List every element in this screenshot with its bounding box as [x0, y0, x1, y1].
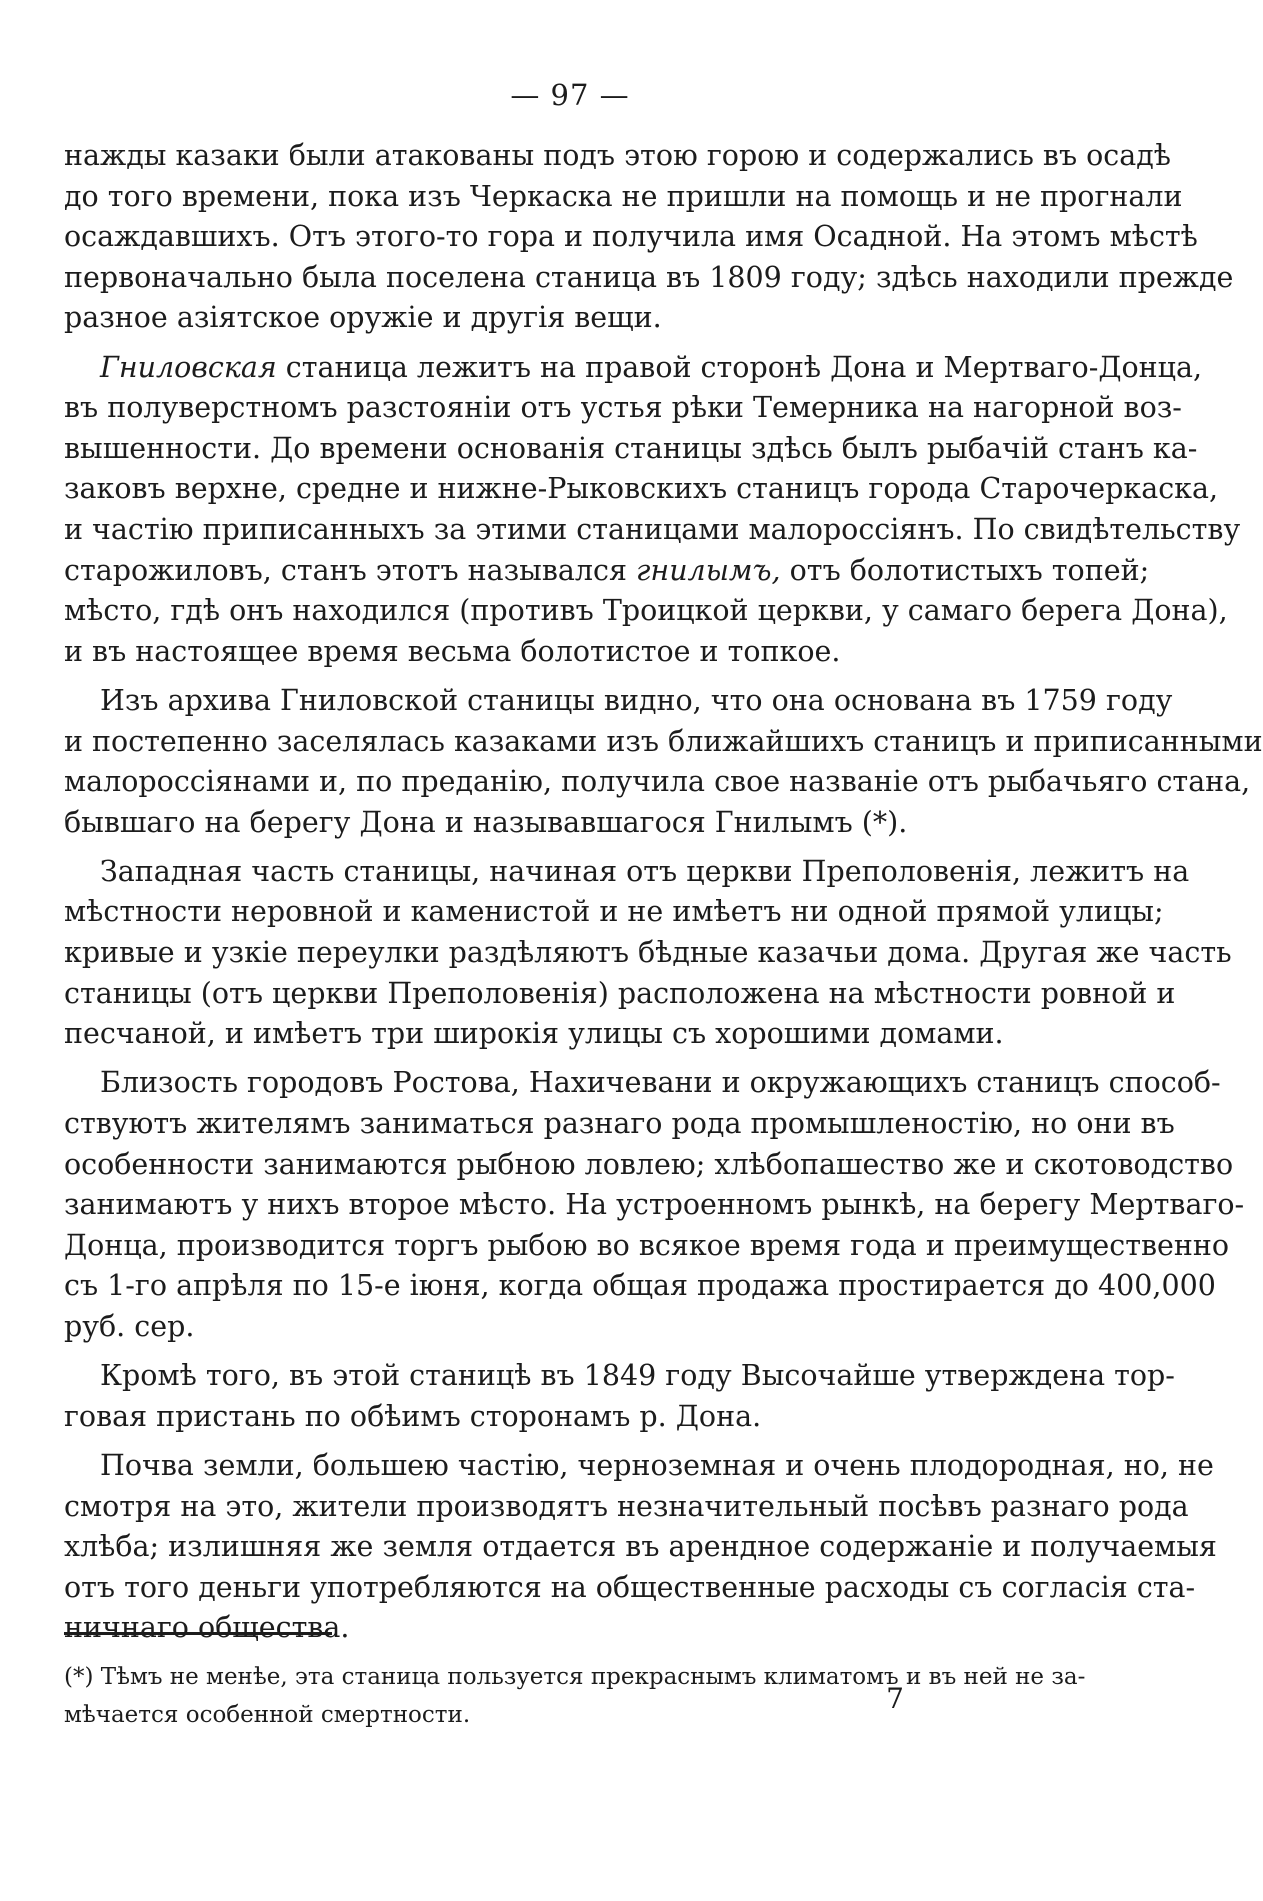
text-line: Западная часть станицы, начиная отъ церкви Преполовенія, лежитъ на [100, 854, 1190, 888]
footnote-line: (*) Тѣмъ не менѣе, эта станица пользуется прекраснымъ климатомъ и въ ней не за- [64, 1664, 1086, 1690]
text-run: станица лежитъ на правой сторонѣ Дона и Мертваго-Донца, [276, 350, 1203, 384]
signature-mark: 7 [886, 1682, 904, 1715]
paragraph-3 [64, 681, 1263, 843]
text-line: нажды казаки были атакованы подъ этою горою и содержались въ осадѣ [64, 139, 1171, 172]
text-line: Изъ архива Гниловской станицы видно, что она основана въ 1759 году [100, 683, 1173, 717]
text-line: и въ настоящее время весьма болотистое и топкое. [64, 634, 841, 668]
text-line: смотря на это, жители производятъ незначительный посѣвъ разнаго рода [64, 1489, 1189, 1523]
text-line: особенности занимаются рыбною ловлею; хлѣбопашество же и скотоводство [64, 1147, 1234, 1181]
text-run: отъ болотистыхъ топей; [780, 553, 1150, 587]
emphasized-word: гнилымъ, [636, 553, 781, 587]
text-line: Близость городовъ Ростова, Нахичевани и окружающихъ станицъ способ- [100, 1066, 1221, 1100]
paragraph-6 [64, 1356, 1175, 1437]
footnote-line: мѣчается особенной смертности. [64, 1702, 471, 1728]
text-line: первоначально была поселена станица въ 1809 году; здѣсь находили прежде [64, 260, 1234, 294]
text-line: руб. сер. [64, 1310, 195, 1343]
text-line: хлѣба; излишняя же земля отдается въ арендное содержаніе и получаемыя [64, 1530, 1217, 1564]
emphasized-word: Гниловская [100, 350, 277, 384]
text-line: въ полуверстномъ разстояніи отъ устья рѣки Темерника на нагорной воз- [64, 391, 1182, 425]
text-line [64, 551, 1150, 592]
footnote-divider [64, 1632, 332, 1635]
text-line: бывшаго на берегу Дона и называвшагося Гнилымъ (*). [64, 805, 908, 839]
text-line: малороссіянами и, по преданію, получила свое названіе отъ рыбачьяго стана, [64, 765, 1251, 799]
text-line: песчаной, и имѣетъ три широкія улицы съ хорошими домами. [64, 1017, 1004, 1051]
paragraph-7 [64, 1446, 1217, 1649]
text-line: мѣсто, гдѣ онъ находился (противъ Троицкой церкви, у самаго берега Дона), [64, 594, 1228, 628]
paragraph-1 [64, 136, 1234, 339]
text-line: отъ того деньги употребляются на общественные расходы съ согласія ста- [64, 1570, 1196, 1604]
text-line: вышенности. До времени основанія станицы здѣсь былъ рыбачій станъ ка- [64, 431, 1198, 465]
paragraph-2 [64, 348, 1241, 673]
text-line: говая пристань по обѣимъ сторонамъ р. Дона. [64, 1399, 762, 1433]
text-line: мѣстности неровной и каменистой и не имѣетъ ни одной прямой улицы; [64, 895, 1164, 929]
text-line: станицы (отъ церкви Преполовенія) расположена на мѣстности ровной и [64, 976, 1176, 1010]
body-text [64, 136, 1263, 1658]
text-line: занимаютъ у нихъ второе мѣсто. На устроенномъ рынкѣ, на берегу Мертваго- [64, 1188, 1245, 1222]
text-line: разное азіятское оружіе и другія вещи. [64, 301, 662, 335]
text-line: и частію приписанныхъ за этими станицами малороссіянъ. По свидѣтельству [64, 512, 1241, 546]
paragraph-4 [64, 852, 1232, 1055]
paragraph-5 [64, 1063, 1245, 1347]
text-line: и постепенно заселялась казаками изъ ближайшихъ станицъ и приписанными [64, 724, 1263, 758]
text-line: осаждавшихъ. Отъ этого-то гора и получила имя Осадной. На этомъ мѣстѣ [64, 220, 1198, 254]
text-line: съ 1-го апрѣля по 15-е іюня, когда общая продажа простирается до 400,000 [64, 1269, 1216, 1303]
text-line: Почва земли, большею частію, черноземная и очень плодородная, но, не [100, 1448, 1214, 1482]
page-number: — 97 — [510, 78, 630, 112]
text-line: до того времени, пока изъ Черкаска не пришли на помощь и не прогнали [64, 179, 1183, 213]
text-line: ничнаго общества. [64, 1611, 350, 1645]
text-run: старожиловъ, станъ этотъ назывался [64, 553, 637, 587]
text-line: Донца, производится торгъ рыбою во всякое время года и преимущественно [64, 1228, 1230, 1262]
text-line: Кромѣ того, въ этой станицѣ въ 1849 году Высочайше утверждена тор- [100, 1359, 1175, 1393]
text-line: заковъ верхне, средне и нижне-Рыковскихъ станицъ города Старочеркаска, [64, 472, 1219, 506]
text-line [64, 348, 1203, 389]
text-line: кривые и узкіе переулки раздѣляютъ бѣдные казачьи дома. Другая же часть [64, 936, 1232, 970]
text-line: ствуютъ жителямъ заниматься разнаго рода промышленостію, но они въ [64, 1107, 1175, 1141]
